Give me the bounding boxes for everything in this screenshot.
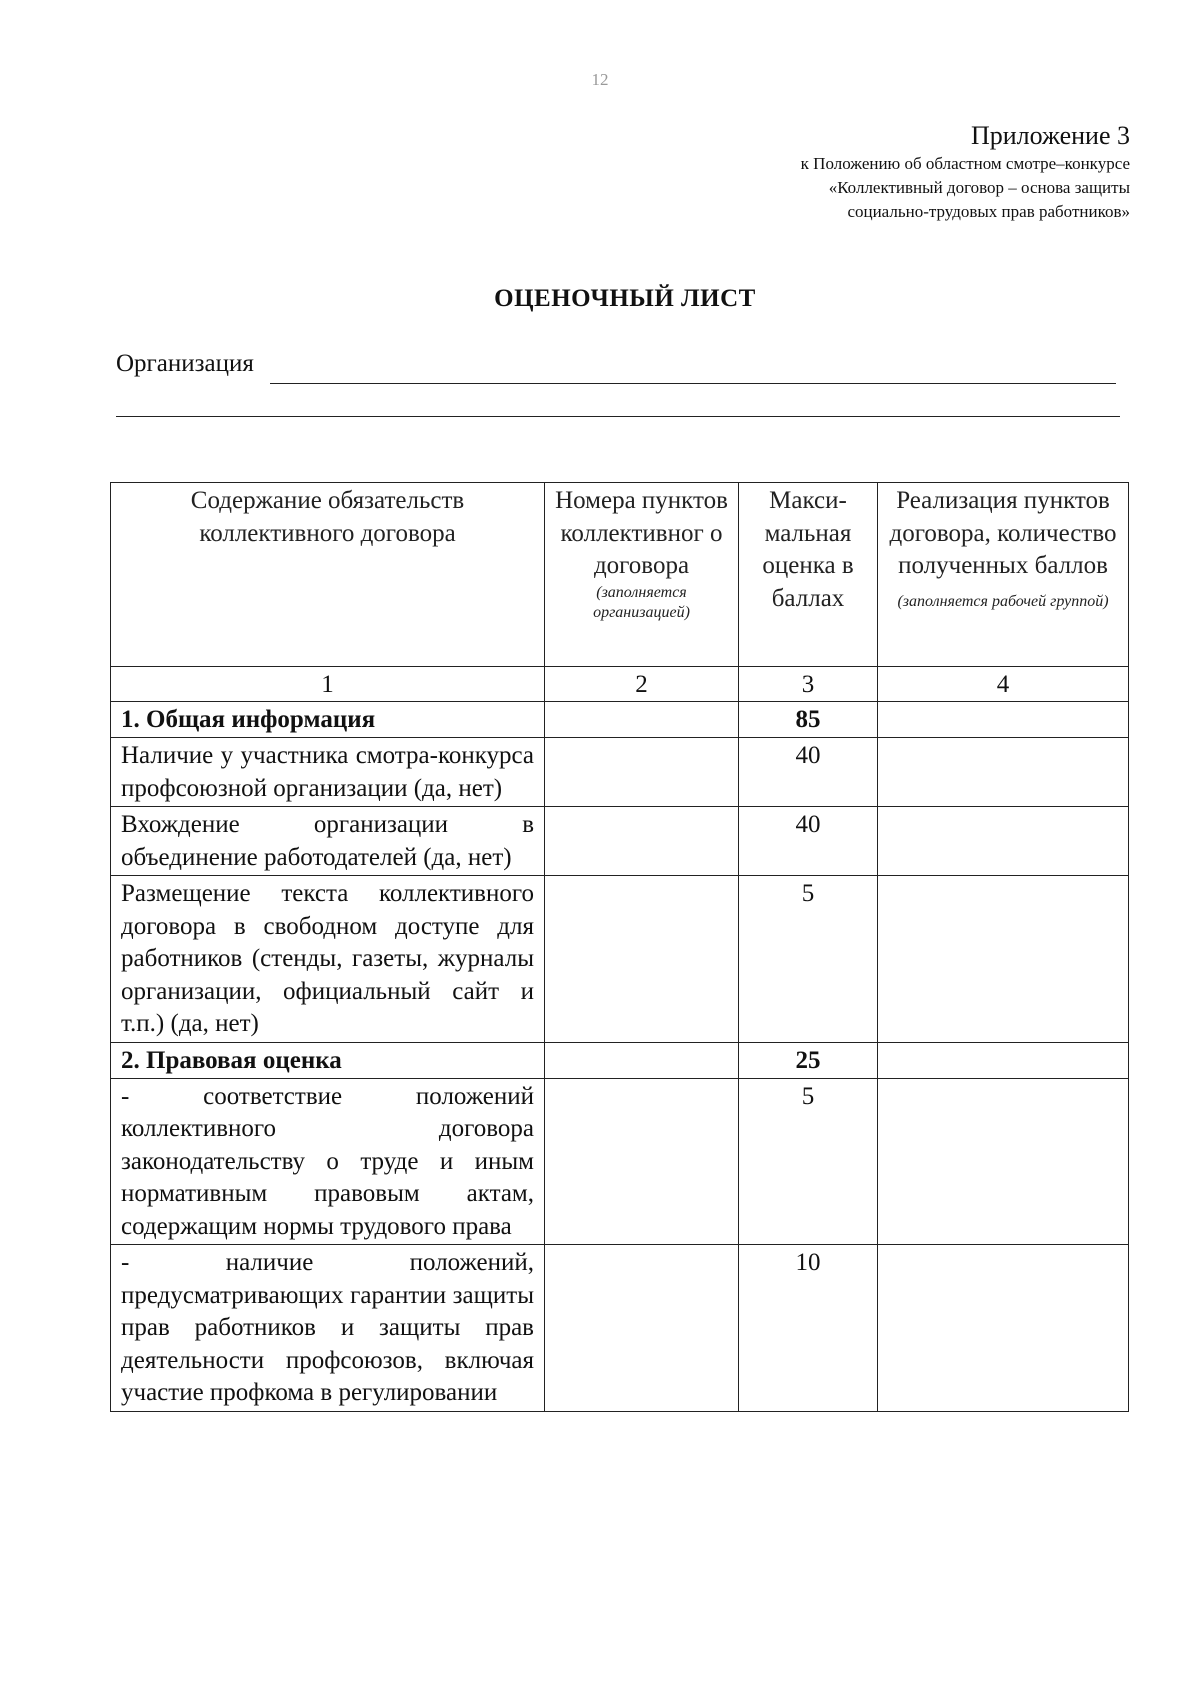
- table-row: [111, 1245, 1129, 1412]
- section-title: 2. Правовая оценка: [111, 1042, 545, 1078]
- section-max-score: 25: [739, 1042, 878, 1078]
- clause-numbers-cell: [545, 738, 739, 807]
- column-number: 2: [545, 667, 739, 702]
- criterion-text: Размещение текста коллективного договора в свободном доступе для работников (стенды, газеты, журналы организации, официальный сайт и т.п.) (да, нет): [111, 876, 545, 1043]
- header-implementation: [878, 483, 1129, 667]
- header-content-text: Содержание обязательств коллективного договора: [190, 487, 465, 547]
- criterion-text: - соответствие положений коллективного договора законодательству о труде и иным нормативным правовым актам, содержащим нормы трудового права: [111, 1078, 545, 1245]
- implementation-cell: [878, 1245, 1129, 1412]
- organization-underline-2: [116, 416, 1120, 417]
- header-max-score: [739, 483, 878, 667]
- implementation-cell: [878, 702, 1129, 738]
- section-max-score: 85: [739, 702, 878, 738]
- header-max-score-text: Макси-мальная оценка в баллах: [762, 487, 854, 612]
- section-row: [111, 702, 1129, 738]
- column-number: 1: [111, 667, 545, 702]
- implementation-cell: [878, 876, 1129, 1043]
- criterion-max-score: 5: [739, 1078, 878, 1245]
- table-row: [111, 1078, 1129, 1245]
- appendix-line-2: «Коллективный договор – основа защиты: [828, 178, 1130, 197]
- section-title: 1. Общая информация: [111, 702, 545, 738]
- page-number: 12: [591, 70, 609, 89]
- appendix-header: [801, 120, 1130, 224]
- table-row: [111, 807, 1129, 876]
- criterion-max-score: 10: [739, 1245, 878, 1412]
- criterion-text: - наличие положений, предусматривающих гарантии защиты прав работников и защиты прав деятельности профсоюзов, включая участие профкома в регулировании: [111, 1245, 545, 1412]
- clause-numbers-cell: [545, 807, 739, 876]
- organization-label: Организация: [116, 350, 254, 377]
- header-implementation-text: Реализация пунктов договора, количество полученных баллов: [889, 487, 1117, 579]
- header-clause-numbers-note: (заполняется организацией): [593, 583, 690, 621]
- implementation-cell: [878, 738, 1129, 807]
- clause-numbers-cell: [545, 876, 739, 1043]
- header-content: [111, 483, 545, 667]
- implementation-cell: [878, 807, 1129, 876]
- implementation-cell: [878, 1078, 1129, 1245]
- appendix-title: Приложение 3: [970, 121, 1130, 150]
- table-row: [111, 876, 1129, 1043]
- criterion-max-score: 40: [739, 738, 878, 807]
- clause-numbers-cell: [545, 1245, 739, 1412]
- implementation-cell: [878, 1042, 1129, 1078]
- appendix-line-1: к Положению об областном смотре–конкурсе: [800, 154, 1130, 173]
- header-clause-numbers: [545, 483, 739, 667]
- header-clause-numbers-text: Номера пунктов коллективног о договора: [555, 487, 728, 579]
- organization-field: [116, 350, 1116, 386]
- evaluation-table: [110, 482, 1129, 1412]
- organization-underline: [270, 383, 1116, 384]
- column-number: 4: [878, 667, 1129, 702]
- document-title: ОЦЕНОЧНЫЙ ЛИСТ: [494, 285, 756, 312]
- criterion-text: Вхождение организации в объединение работодателей (да, нет): [111, 807, 545, 876]
- table-row: [111, 738, 1129, 807]
- column-number: 3: [739, 667, 878, 702]
- clause-numbers-cell: [545, 1078, 739, 1245]
- table-header-row: [111, 483, 1129, 667]
- criterion-max-score: 40: [739, 807, 878, 876]
- clause-numbers-cell: [545, 1042, 739, 1078]
- section-row: [111, 1042, 1129, 1078]
- criterion-max-score: 5: [739, 876, 878, 1043]
- header-implementation-note: (заполняется рабочей группой): [897, 592, 1109, 610]
- column-numbers-row: [111, 667, 1129, 702]
- clause-numbers-cell: [545, 702, 739, 738]
- appendix-line-3: социально-трудовых прав работников»: [847, 202, 1130, 221]
- criterion-text: Наличие у участника смотра-конкурса профсоюзной организации (да, нет): [111, 738, 545, 807]
